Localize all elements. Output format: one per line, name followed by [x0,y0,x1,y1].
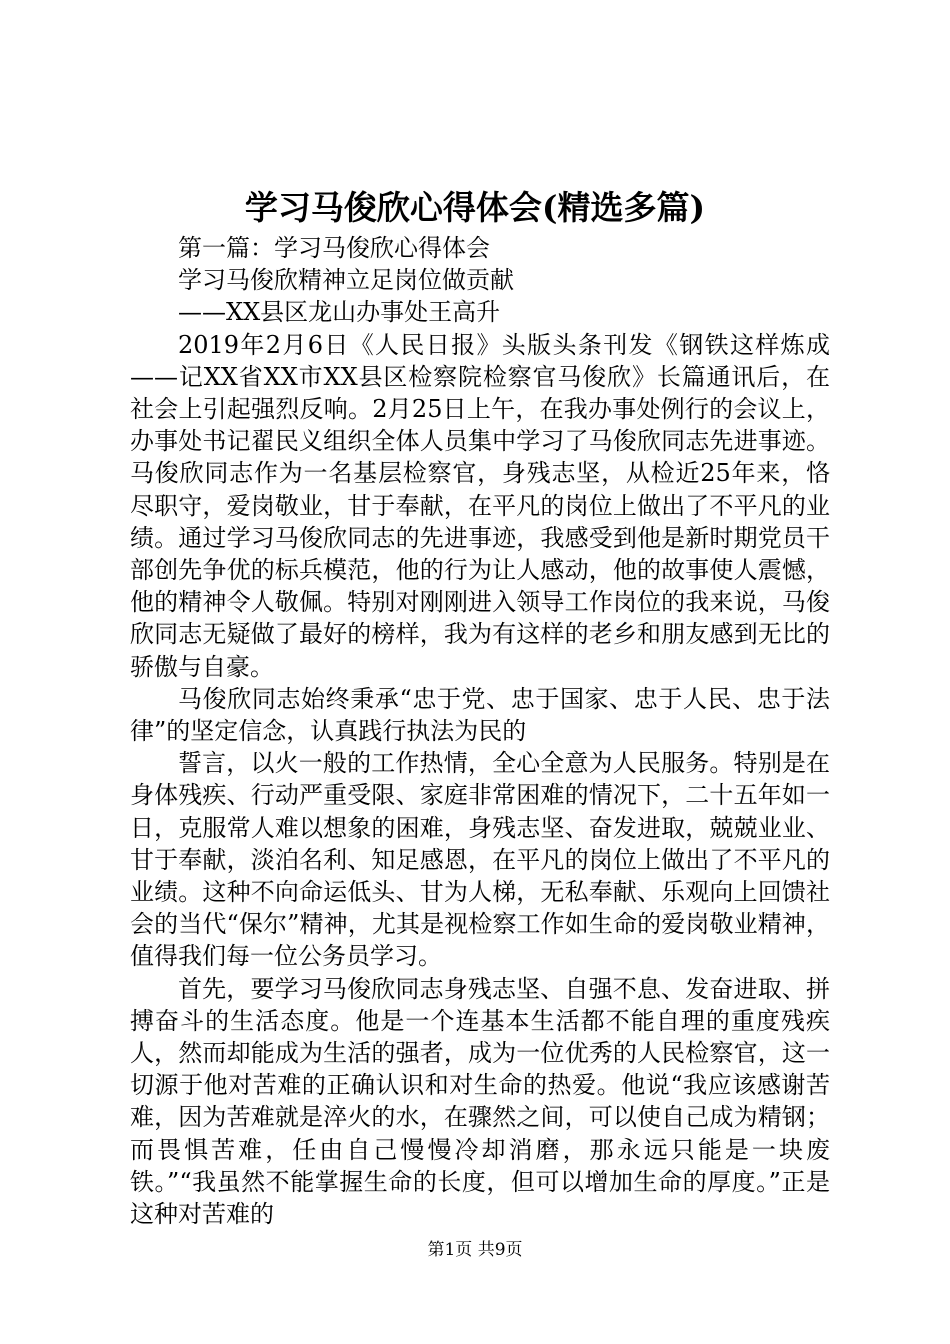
section-heading: 第一篇：学习马俊欣心得体会 [178,234,490,262]
article-subtitle: 学习马俊欣精神立足岗位做贡献 [178,266,514,295]
paragraph-2: 马俊欣同志始终秉承“忠于党、忠于国家、忠于人民、忠于法律”的坚定信念，认真践行执法为民的 [130,684,830,746]
page-footer: 第1页 共9页 [427,1240,523,1260]
document-body [130,232,830,1230]
paragraph-1: 2019年2月6日《人民日报》头版头条刊发《钢铁这样炼成——记XX省XX市XX县区检察院检察官马俊欣》长篇通讯后，在社会上引起强烈反响。2月25日上午，在我办事处例行的会议上，办事处书记翟民义组织全体人员集中学习了马俊欣同志先进事迹。马俊欣同志作为一名基层检察官，身残志坚，从检近25年来，恪尽职守，爱岗敬业，甘于奉献，在平凡的岗位上做出了不平凡的业绩。通过学习马俊欣同志的先进事迹，我感受到他是新时期党员干部创先争优的标兵模范，他的行为让人感动，他的故事使人震憾，他的精神令人敬佩。特别对刚刚进入领导工作岗位的我来说，马俊欣同志无疑做了最好的榜样，我为有这样的老乡和朋友感到无比的骄傲与自豪。 [130,330,830,681]
paragraph-3: 誓言，以火一般的工作热情，全心全意为人民服务。特别是在身体残疾、行动严重受限、家庭非常困难的情况下，二十五年如一日，克服常人难以想象的困难，身残志坚、奋发进取，兢兢业业、甘于奉献，淡泊名利、知足感恩，在平凡的岗位上做出了不平凡的业绩。这种不向命运低头、甘为人梯，无私奉献、乐观向上回馈社会的当代“保尔”精神，尤其是视检察工作如生命的爱岗敬业精神，值得我们每一位公务员学习。 [130,749,830,971]
document-title: 学习马俊欣心得体会(精选多篇) [244,188,706,227]
article-byline: ——XX县区龙山办事处王高升 [178,298,501,327]
paragraph-4: 首先，要学习马俊欣同志身残志坚、自强不息、发奋进取、拼搏奋斗的生活态度。他是一个连基本生活都不能自理的重度残疾人，然而却能成为生活的强者，成为一位优秀的人民检察官，这一切源于他对苦难的正确认识和对生命的热爱。他说“我应该感谢苦难，因为苦难就是淬火的水，在骤然之间，可以使自己成为精钢；而畏惧苦难，任由自己慢慢冷却消磨，那永远只能是一块废铁。”“我虽然不能掌握生命的长度，但可以增加生命的厚度。”正是这种对苦难的 [130,974,830,1229]
